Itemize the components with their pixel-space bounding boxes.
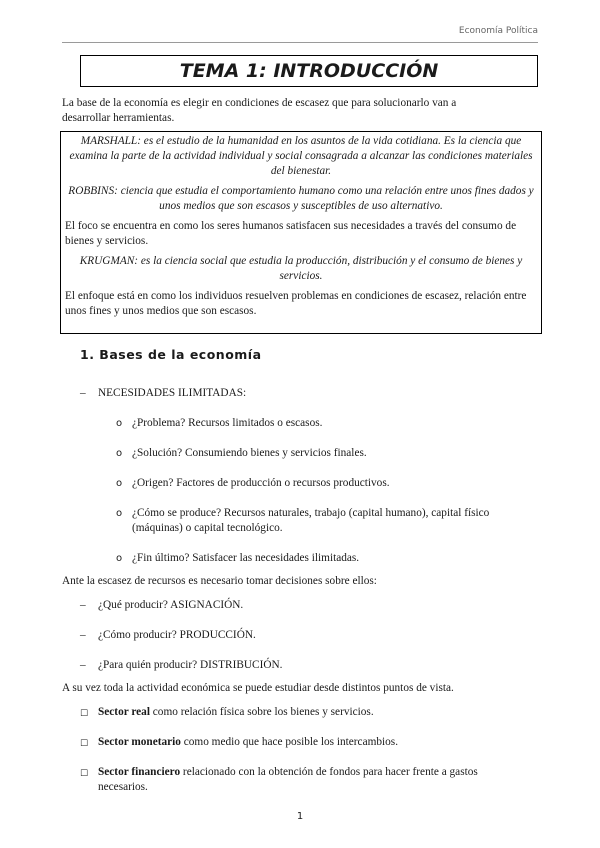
definitions-box — [60, 131, 542, 334]
dash-marker: – — [80, 599, 86, 611]
page-title: TEMA 1: INTRODUCCIÓN — [80, 55, 538, 87]
circle-bullet-icon: o — [116, 478, 123, 489]
sector-item — [80, 705, 510, 722]
decision-item — [80, 658, 282, 673]
needs-label: NECESIDADES ILIMITADAS: — [98, 387, 247, 399]
circle-bullet-icon: o — [116, 418, 123, 429]
needs-item — [116, 551, 526, 566]
needs-item — [116, 506, 526, 536]
needs-item-text: ¿Origen? Factores de producción o recursos productivos. — [132, 477, 390, 489]
decisions-intro: Ante la escasez de recursos es necesario tomar decisiones sobre ellos: — [62, 575, 377, 587]
decision-item — [80, 598, 243, 613]
needs-item — [116, 416, 526, 431]
checkbox-bullet-icon: ☐ — [80, 709, 89, 719]
focus-paragraph-2: El enfoque está en como los individuos resuelven problemas en condiciones de escasez, relación entre unos fines y unos medios que son escasos. — [65, 290, 527, 317]
dash-marker: – — [80, 659, 86, 671]
section-heading: 1. Bases de la economía — [80, 347, 262, 362]
page-number: 1 — [296, 811, 304, 822]
needs-item-text: ¿Fin último? Satisfacer las necesidades ilimitadas. — [132, 552, 360, 564]
intro-paragraph: La base de la economía es elegir en condiciones de escasez que para solucionarlo van a desarrollar herramientas. — [62, 97, 457, 124]
circle-bullet-icon: o — [116, 553, 123, 564]
sector-item — [80, 735, 510, 752]
needs-item-text: ¿Cómo se produce? Recursos naturales, trabajo (capital humano), capital físico (máquinas) o capital tecnológico. — [132, 507, 490, 534]
checkbox-bullet-icon: ☐ — [80, 739, 89, 749]
dash-marker: – — [80, 387, 86, 399]
sector-desc: como medio que hace posible los intercambios. — [180, 736, 399, 748]
definition-marshall: MARSHALL: es el estudio de la humanidad en los asuntos de la vida cotidiana. Es la ciencia que examina la parte de la actividad individual y social consagrada a alcanzar las condiciones materiales del bienestar. — [69, 135, 533, 177]
decision-text: ¿Cómo producir? PRODUCCIÓN. — [98, 629, 256, 641]
sector-item — [80, 765, 510, 795]
needs-heading — [80, 386, 246, 401]
focus-paragraph-1: El foco se encuentra en como los seres humanos satisfacen sus necesidades a través del consumo de bienes y servicios. — [65, 220, 517, 247]
decision-item — [80, 628, 256, 643]
needs-item — [116, 446, 526, 461]
sectors-intro: A su vez toda la actividad económica se puede estudiar desde distintos puntos de vista. — [62, 682, 454, 694]
running-header: Economía Política — [458, 26, 538, 36]
decision-text: ¿Para quién producir? DISTRIBUCIÓN. — [98, 659, 283, 671]
definition-robbins: ROBBINS: ciencia que estudia el comportamiento humano como una relación entre unos fines dados y unos medios que son escasos y susceptibles de uso alternativo. — [68, 185, 534, 212]
sector-name: Sector monetario — [98, 736, 181, 748]
sector-name: Sector real — [98, 706, 150, 718]
decision-text: ¿Qué producir? ASIGNACIÓN. — [98, 599, 244, 611]
needs-item-text: ¿Solución? Consumiendo bienes y servicios finales. — [132, 447, 367, 459]
needs-item-text: ¿Problema? Recursos limitados o escasos. — [132, 417, 323, 429]
header-rule — [62, 42, 538, 43]
circle-bullet-icon: o — [116, 448, 123, 459]
sector-desc: como relación física sobre los bienes y servicios. — [149, 706, 374, 718]
checkbox-bullet-icon: ☐ — [80, 769, 89, 779]
definition-krugman: KRUGMAN: es la ciencia social que estudia la producción, distribución y el consumo de bienes y servicios. — [79, 255, 523, 282]
dash-marker: – — [80, 629, 86, 641]
circle-bullet-icon: o — [116, 508, 123, 519]
sector-name: Sector financiero — [98, 766, 181, 778]
needs-item — [116, 476, 526, 491]
sector-desc: relacionado con la obtención de fondos para hacer frente a gastos necesarios. — [98, 766, 478, 793]
